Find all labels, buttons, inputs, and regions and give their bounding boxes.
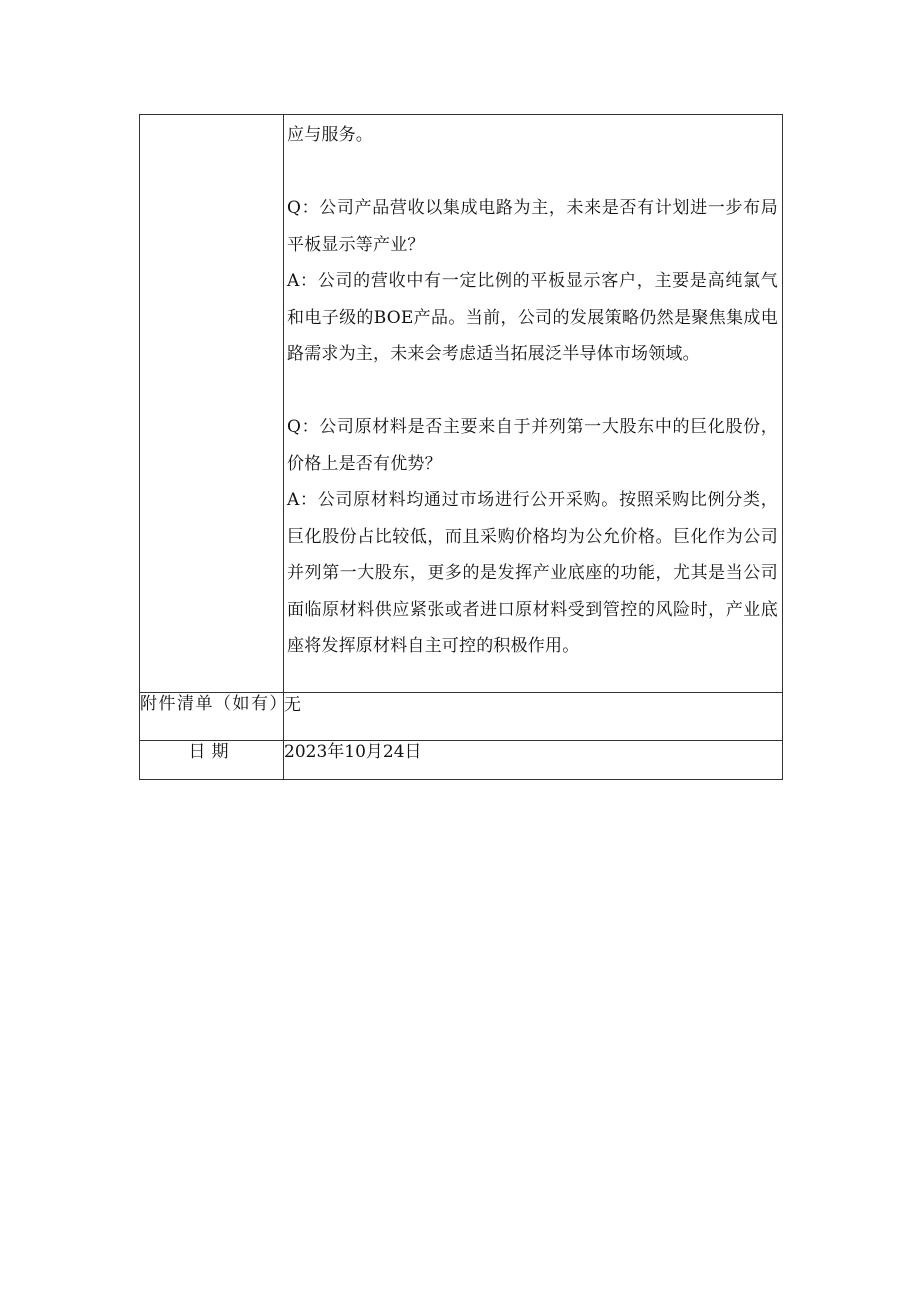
record-table <box>139 114 783 780</box>
attachments-label: 附件清单（如有） <box>140 693 284 741</box>
paragraph-spacer <box>287 154 778 191</box>
content-label-cell <box>140 115 284 693</box>
attachments-value: 无 <box>284 693 783 741</box>
date-value: 2023年10月24日 <box>284 741 783 780</box>
date-row <box>140 741 783 780</box>
answer-2: A：公司原材料均通过市场进行公开采购。按照采购比例分类，巨化股份占比较低，而且采购价格均为公允价格。巨化作为公司并列第一大股东，更多的是发挥产业底座的功能，尤其是当公司面临原材料供应紧张或者进口原材料受到管控的风险时，产业底座将发挥原材料自主可控的积极作用。 <box>287 490 778 656</box>
answer-1: A：公司的营收中有一定比例的平板显示客户，主要是高纯氯气和电子级的BOE产品。当前，公司的发展策略仍然是聚焦集成电路需求为主，未来会考虑适当拓展泛半导体市场领域。 <box>287 271 778 364</box>
paragraph-spacer <box>287 373 778 410</box>
question-1: Q：公司产品营收以集成电路为主，未来是否有计划进一步布局平板显示等产业？ <box>287 198 778 255</box>
paragraph-continuation: 应与服务。 <box>287 125 373 145</box>
question-2: Q：公司原材料是否主要来自于并列第一大股东中的巨化股份，价格上是否有优势？ <box>287 417 778 474</box>
content-body <box>284 115 782 665</box>
content-cell <box>284 115 783 693</box>
attachments-row <box>140 693 783 741</box>
date-label: 日期 <box>140 741 284 780</box>
content-row <box>140 115 783 693</box>
